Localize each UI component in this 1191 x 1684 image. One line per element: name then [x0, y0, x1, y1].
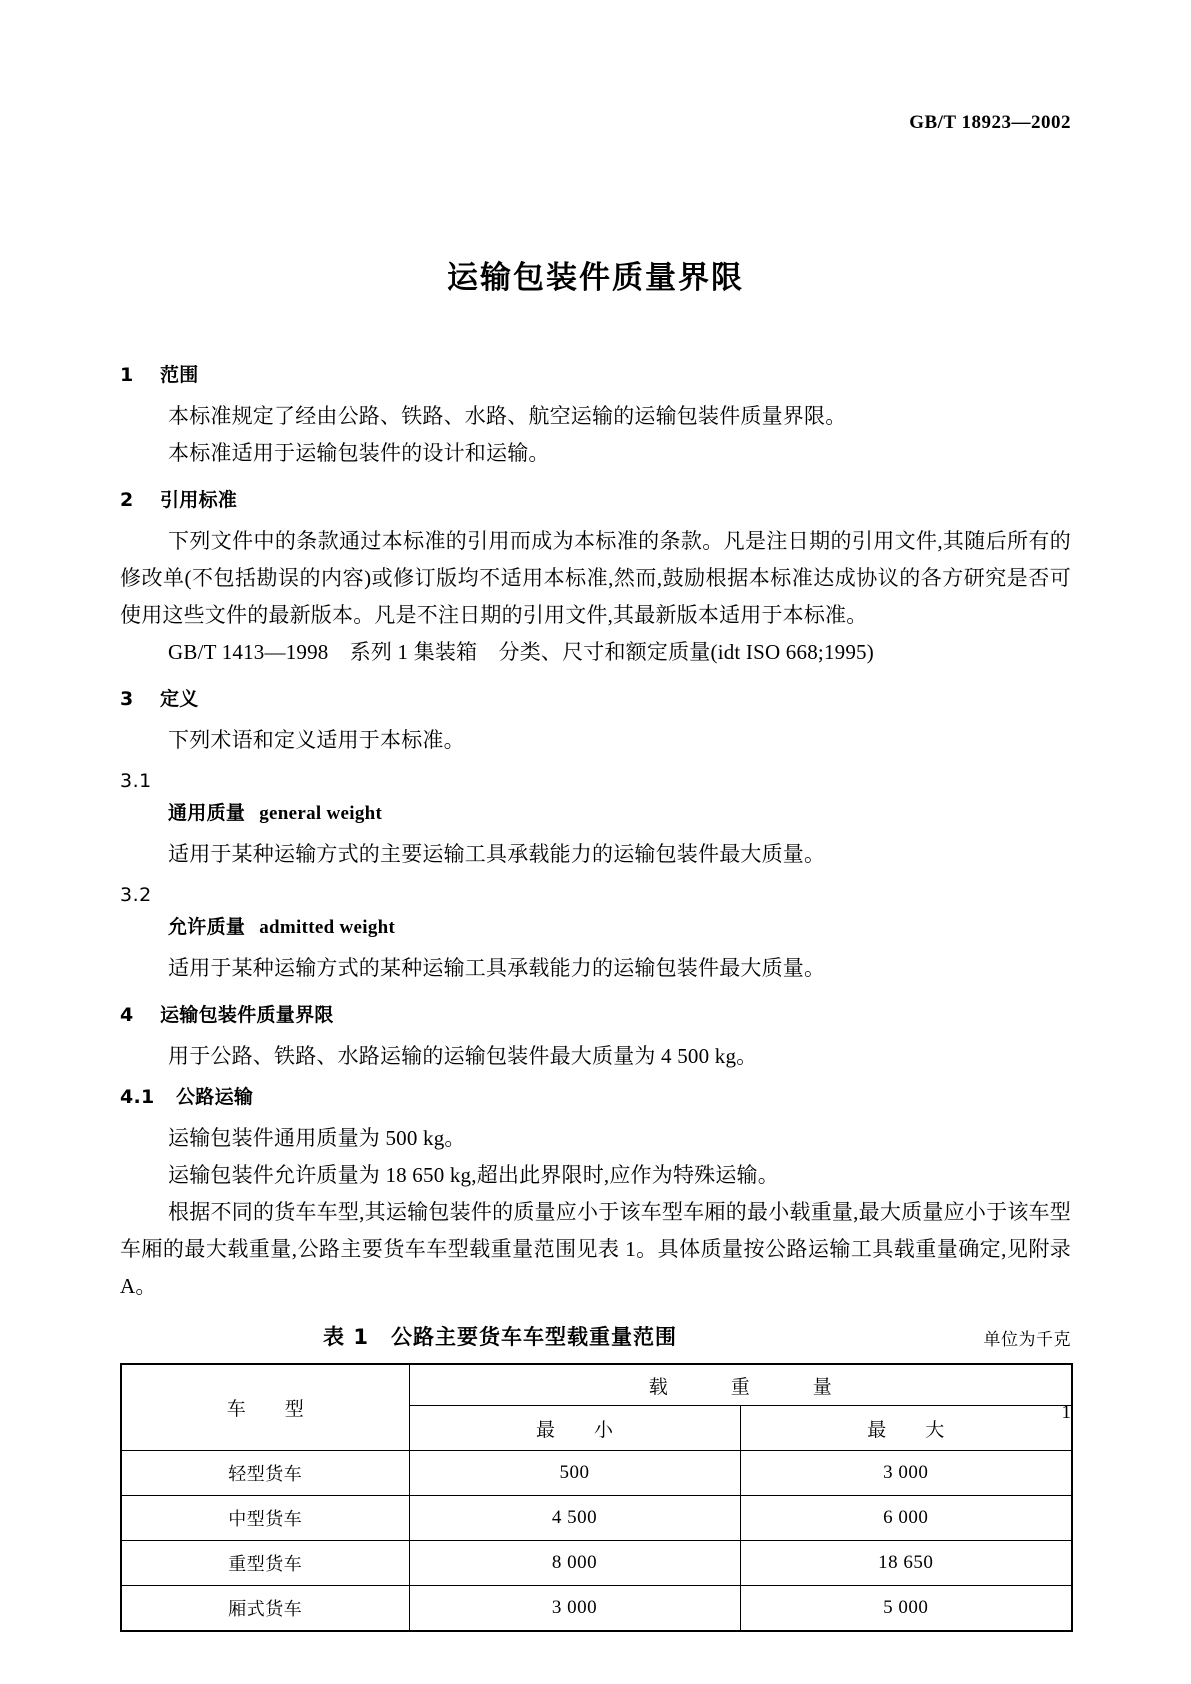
- section-heading-3: [120, 690, 1071, 709]
- term-3-2-english: admitted weight: [259, 917, 396, 938]
- table-cell-vehicle: 重型货车: [121, 1541, 409, 1586]
- table-header-load-group: 载 重 量: [409, 1364, 1072, 1406]
- table-header-vehicle-type: 车 型: [121, 1364, 409, 1451]
- term-3-1-chinese: 通用质量: [168, 802, 246, 824]
- section-heading-2: [120, 491, 1071, 510]
- term-3-2-chinese: 允许质量: [168, 916, 246, 938]
- clause-number-3-1: 3.1: [120, 770, 152, 792]
- clause-number-3-2: 3.2: [120, 884, 152, 906]
- section-number-1: 1: [120, 364, 134, 386]
- clause-4-1-paragraph-3: 根据不同的货车车型,其运输包装件的质量应小于该车型车厢的最小载重量,最大质量应小于该车型车厢的最大载重量,公路主要货车车型载重量范围见表 1。具体质量按公路运输工具载重量确定,见附录 A。: [120, 1200, 1071, 1298]
- section-heading-4: [120, 1006, 1071, 1025]
- table-cell-vehicle: 厢式货车: [121, 1586, 409, 1632]
- section-1-paragraph-1: 本标准规定了经由公路、铁路、水路、航空运输的运输包装件质量界限。: [168, 404, 847, 428]
- section-number-4-1: 4.1: [120, 1086, 155, 1108]
- table-cell-min: 3 000: [409, 1586, 740, 1632]
- table-row: [121, 1586, 1072, 1632]
- table-header-max: 最 大: [740, 1406, 1072, 1451]
- term-3-1: [120, 804, 1071, 823]
- table-header-row-1: [121, 1364, 1072, 1406]
- page-number: 1: [1061, 1402, 1071, 1423]
- section-number-2: 2: [120, 489, 134, 511]
- table-cell-max: 5 000: [740, 1586, 1072, 1632]
- table-cell-max: 3 000: [740, 1451, 1072, 1496]
- table-1-caption-row: [120, 1321, 1071, 1355]
- table-cell-vehicle: 中型货车: [121, 1496, 409, 1541]
- page-title: 运输包装件质量界限: [447, 260, 744, 296]
- section-heading-1: [120, 366, 1071, 385]
- table-cell-min: 8 000: [409, 1541, 740, 1586]
- section-title-1: 范围: [160, 364, 199, 386]
- clause-3-2-definition: 适用于某种运输方式的某种运输工具承载能力的运输包装件最大质量。: [168, 956, 826, 980]
- section-title-2: 引用标准: [160, 489, 238, 511]
- table-1-caption: 表 1 公路主要货车车型载重量范围: [323, 1325, 677, 1349]
- table-1-vehicle-load-ranges: [120, 1363, 1073, 1632]
- section-heading-4-1: [120, 1088, 1071, 1107]
- term-3-2: [120, 918, 1071, 937]
- section-2-paragraph-1: 下列文件中的条款通过本标准的引用而成为本标准的条款。凡是注日期的引用文件,其随后所有的修改单(不包括勘误的内容)或修订版均不适用本标准,然而,鼓励根据本标准达成协议的各方研究是否可使用这些文件的最新版本。凡是不注日期的引用文件,其最新版本适用于本标准。: [120, 529, 1071, 627]
- document-body: [120, 366, 1071, 1632]
- page-content: [120, 0, 1071, 1684]
- section-title-4: 运输包装件质量界限: [160, 1004, 334, 1026]
- table-1-unit-note: 单位为千克: [983, 1330, 1071, 1350]
- section-number-3: 3: [120, 688, 134, 710]
- section-3-paragraph-1: 下列术语和定义适用于本标准。: [168, 728, 465, 752]
- section-title-3: 定义: [160, 688, 199, 710]
- table-cell-max: 18 650: [740, 1541, 1072, 1586]
- term-3-1-english: general weight: [259, 803, 383, 824]
- table-cell-min: 4 500: [409, 1496, 740, 1541]
- section-number-4: 4: [120, 1004, 134, 1026]
- section-1-paragraph-2: 本标准适用于运输包装件的设计和运输。: [168, 441, 550, 465]
- clause-3-1-definition: 适用于某种运输方式的主要运输工具承载能力的运输包装件最大质量。: [168, 842, 826, 866]
- clause-4-1-paragraph-2: 运输包装件允许质量为 18 650 kg,超出此界限时,应作为特殊运输。: [168, 1163, 779, 1187]
- table-cell-max: 6 000: [740, 1496, 1072, 1541]
- section-title-4-1: 公路运输: [176, 1086, 254, 1108]
- table-row: [121, 1541, 1072, 1586]
- table-cell-min: 500: [409, 1451, 740, 1496]
- table-row: [121, 1496, 1072, 1541]
- table-cell-vehicle: 轻型货车: [121, 1451, 409, 1496]
- section-4-paragraph-1: 用于公路、铁路、水路运输的运输包装件最大质量为 4 500 kg。: [168, 1044, 758, 1068]
- table-row: [121, 1451, 1072, 1496]
- section-2-reference-1: GB/T 1413—1998 系列 1 集装箱 分类、尺寸和额定质量(idt ISO 668;1995): [168, 640, 874, 664]
- table-header-min: 最 小: [409, 1406, 740, 1451]
- clause-4-1-paragraph-1: 运输包装件通用质量为 500 kg。: [168, 1126, 466, 1150]
- running-header-standard-code: GB/T 18923—2002: [909, 112, 1071, 133]
